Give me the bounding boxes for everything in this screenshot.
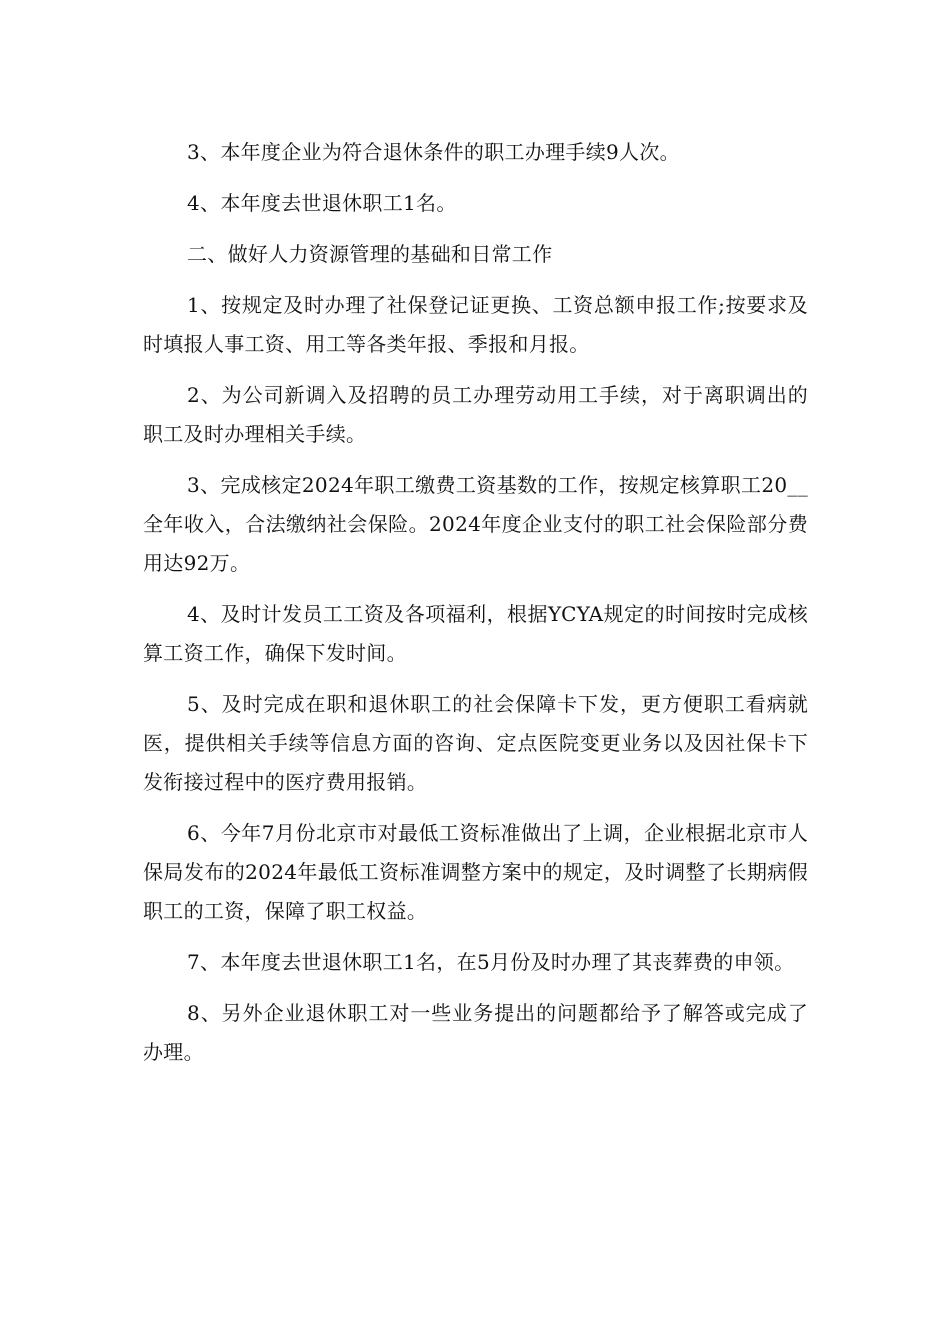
paragraph-retiree-questions: 8、另外企业退休职工对一些业务提出的问题都给予了解答或完成了办理。 xyxy=(143,1001,808,1064)
paragraph-deceased-retirees: 4、本年度去世退休职工1名。 xyxy=(187,191,457,215)
paragraph-social-security-registration: 1、按规定及时办理了社保登记证更换、工资总额申报工作;按要求及时填报人事工资、用工等各类年报、季报和月报。 xyxy=(143,293,808,356)
document-body xyxy=(143,133,808,1084)
section-heading-hr-management: 二、做好人力资源管理的基础和日常工作 xyxy=(187,242,553,266)
paragraph-wage-base: 3、完成核定2024年职工缴费工资基数的工作，按规定核算职工20__全年收入，合法缴纳社会保险。2024年度企业支付的职工社会保险部分费用达92万。 xyxy=(143,473,808,575)
paragraph-retirement-procedures: 3、本年度企业为符合退休条件的职工办理手续9人次。 xyxy=(187,140,680,164)
paragraph-labor-procedures: 2、为公司新调入及招聘的员工办理劳动用工手续，对于离职调出的职工及时办理相关手续。 xyxy=(143,383,808,446)
paragraph-minimum-wage: 6、今年7月份北京市对最低工资标准做出了上调，企业根据北京市人保局发布的2024年最低工资标准调整方案中的规定，及时调整了长期病假职工的工资，保障了职工权益。 xyxy=(143,821,808,923)
paragraph-payroll: 4、及时计发员工工资及各项福利，根据YCYA规定的时间按时完成核算工资工作，确保下发时间。 xyxy=(143,602,808,665)
paragraph-social-security-card: 5、及时完成在职和退休职工的社会保障卡下发，更方便职工看病就医，提供相关手续等信息方面的咨询、定点医院变更业务以及因社保卡下发衔接过程中的医疗费用报销。 xyxy=(143,692,808,794)
paragraph-funeral-expenses: 7、本年度去世退休职工1名，在5月份及时办理了其丧葬费的申领。 xyxy=(187,950,795,974)
